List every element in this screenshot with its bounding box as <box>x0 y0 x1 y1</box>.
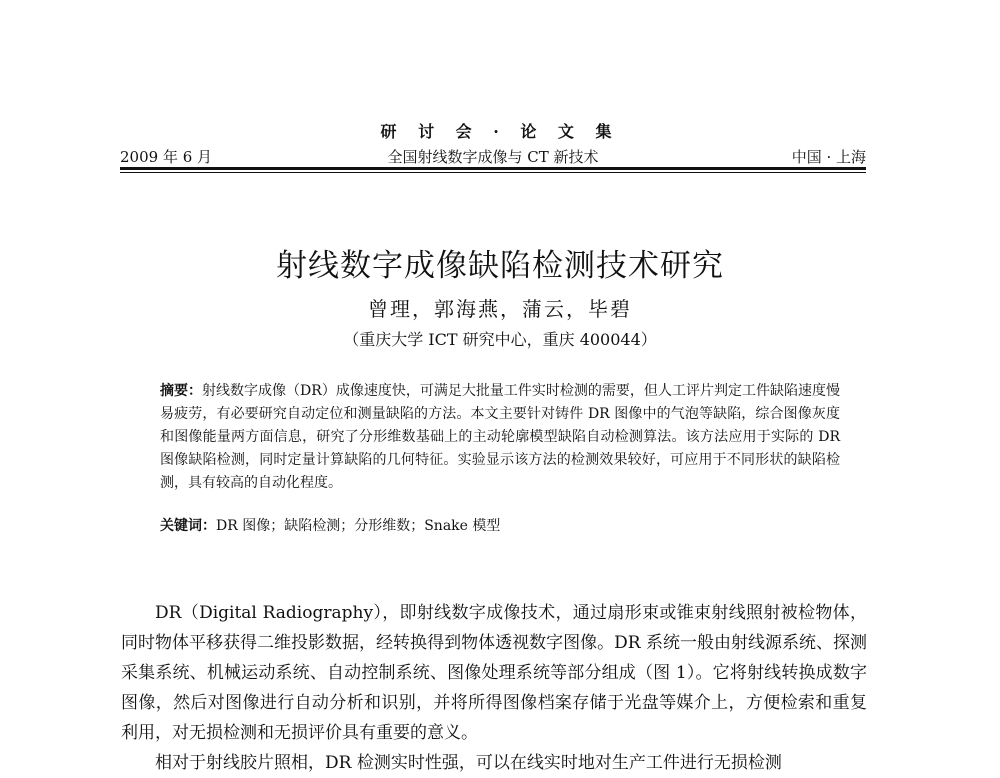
header-location: 中国 · 上海 <box>791 148 866 166</box>
paper-affiliation: （重庆大学 ICT 研究中心，重庆 400044） <box>343 330 657 349</box>
abstract-label: 摘要： <box>160 383 203 399</box>
header-rule-thick <box>120 167 866 170</box>
keywords <box>160 515 840 535</box>
paper-authors: 曾理，郭海燕，蒲云，毕碧 <box>368 297 632 321</box>
keywords-text: DR 图像；缺陷检测；分形维数；Snake 模型 <box>216 518 501 534</box>
header-conference: 全国射线数字成像与 CT 新技术 <box>387 148 599 166</box>
body-paragraph-2: 相对于射线胶片照相，DR 检测实时性强，可以在线实时地对生产工件进行无损检测 <box>155 753 782 773</box>
keywords-label: 关键词： <box>160 518 216 534</box>
header-series: 研 讨 会 · 论 文 集 <box>380 122 620 141</box>
abstract-text: 射线数字成像（DR）成像速度快，可满足大批量工件实时检测的需要，但人工评片判定工件缺陷速度慢易疲劳，有必要研究自动定位和测量缺陷的方法。本文主要针对铸件 DR 图像中的气泡等缺陷，综合图像灰度和图像能量两方面信息，研究了分形维数基础上的主动轮廓模型缺陷自动检测算法。该方法应用于实际的 DR 图像缺陷检测，同时定量计算缺陷的几何特征。实验显示该方法的检测效果较好，可应用于不同形状的缺陷检测，具有较高的自动化程度。 <box>160 383 840 491</box>
abstract <box>160 380 840 495</box>
header-date: 2009 年 6 月 <box>120 148 213 166</box>
running-header <box>120 146 866 166</box>
header-rule-thin <box>120 172 866 173</box>
body-text <box>121 598 867 778</box>
body-paragraph-1: DR（Digital Radiography），即射线数字成像技术，通过扇形束或锥束射线照射被检物体，同时物体平移获得二维投影数据，经转换得到物体透视数字图像。DR 系统一般由射线源系统、探测采集系统、机械运动系统、自动控制系统、图像处理系统等部分组成（图 1）。它将射线转换成数字图像，然后对图像进行自动分析和识别，并将所得图像档案存储于光盘等媒介上，方便检索和重复利用，对无损检测和无损评价具有重要的意义。 <box>121 603 867 743</box>
paper-title: 射线数字成像缺陷检测技术研究 <box>276 248 724 284</box>
